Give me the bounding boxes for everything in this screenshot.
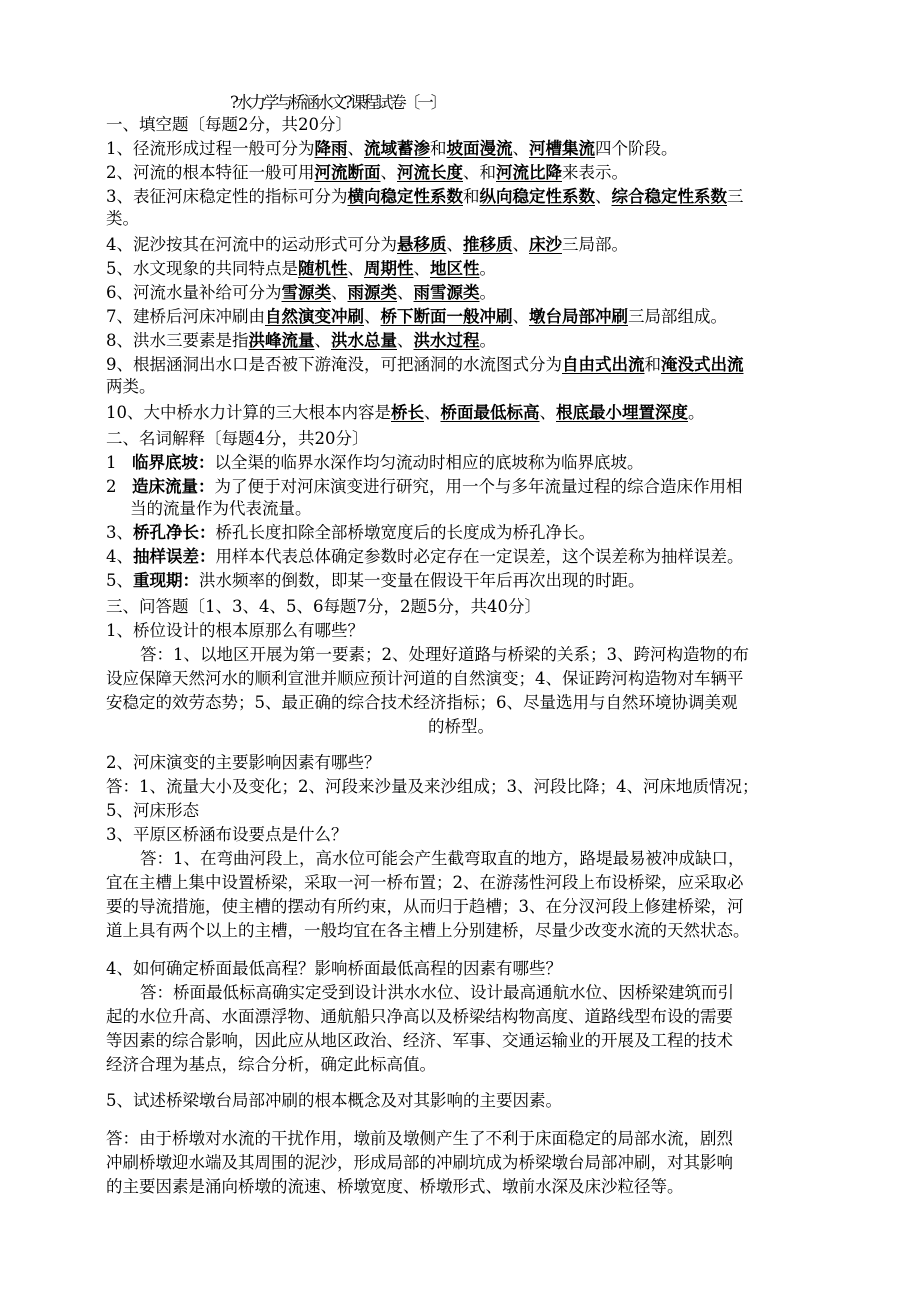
fill-question-5: 5、水文现象的共同特点是随机性、周期性、地区性。 [106, 259, 496, 278]
section1-heading: 一、填空题〔每题2分，共20分〕 [106, 115, 352, 134]
page-title: ?水力学与桥涵水文?课程试卷〔一〕 [230, 93, 445, 112]
question-4: 4、如何确定桥面最低高程？影响桥面最低高程的因素有哪些？ [106, 959, 562, 978]
section3-heading: 三、问答题〔1、3、4、5、6每题7分，2题5分，共40分〕 [106, 597, 541, 616]
definition-3: 3、桥孔净长：桥孔长度扣除全部桥墩宽度后的长度成为桥孔净长。 [106, 523, 595, 542]
fill-question-3: 3、表征河床稳定性的指标可分为横向稳定性系数和纵向稳定性系数、综合稳定性系数三 [106, 187, 744, 206]
answer-1-line-2: 设应保障天然河水的顺利宣泄并顺应预计河道的自然演变；4、保证跨河构造物对车辆平 [106, 669, 744, 688]
answer-5-line-1: 答：由于桥墩对水流的干扰作用，墩前及墩侧产生了不利于床面稳定的局部水流，剧烈 [106, 1129, 733, 1148]
section2-heading: 二、名词解释〔每题4分，共20分〕 [106, 429, 369, 448]
definition-2-cont: 当的流量作为代表流量。 [130, 499, 312, 518]
question-5: 5、试述桥梁墩台局部冲刷的根本概念及对其影响的主要因素。 [106, 1091, 562, 1110]
answer-4-line-4: 经济合理为基点，综合分析，确定此标高值。 [106, 1055, 436, 1074]
fill-question-6: 6、河流水量补给可分为雪源类、雨源类、雨雪源类。 [106, 283, 496, 302]
answer-4-line-1: 答：桥面最低标高确实定受到设计洪水水位、设计最高通航水位、因桥梁建筑而引 [140, 983, 734, 1002]
answer-1-line-4: 的桥型。 [428, 717, 494, 736]
fill-question-8: 8、洪水三要素是指洪峰流量、洪水总量、洪水过程。 [106, 331, 496, 350]
definition-2: 2 造床流量：为了便于对河床演变进行研究，用一个与多年流量过程的综合造床作用相 [106, 477, 743, 496]
definition-1: 1 临界底坡：以全渠的临界水深作均匀流动时相应的底坡称为临界底坡。 [106, 453, 644, 472]
answer-2-line-1: 答：1、流量大小及变化；2、河段来沙量及来沙组成；3、河段比降；4、河床地质情况； [106, 777, 759, 796]
fill-question-2: 2、河流的根本特征一般可用河流断面、河流长度、和河流比降来表示。 [106, 163, 628, 182]
answer-1-line-1: 答：1、以地区开展为第一要素；2、处理好道路与桥梁的关系；3、跨河构造物的布 [140, 645, 749, 664]
definition-5: 5、重现期：洪水频率的倒数，即某一变量在假设干年后再次出现的时距。 [106, 571, 645, 590]
answer-4-line-2: 起的水位升高、水面漂浮物、通航船只净高以及桥梁结构物高度、道路线型布设的需要 [106, 1007, 733, 1026]
fill-question-4: 4、泥沙按其在河流中的运动形式可分为悬移质、推移质、床沙三局部。 [106, 235, 628, 254]
answer-1-line-3: 安稳定的效劳态势；5、最正确的综合技术经济指标；6、尽量选用与自然环境协调美观 [106, 693, 738, 712]
answer-3-line-2: 宜在主槽上集中设置桥梁，采取一河一桥布置；2、在游荡性河段上布设桥梁，应采取必 [106, 873, 744, 892]
fill-question-9: 9、根据涵洞出水口是否被下游淹没，可把涵洞的水流图式分为自由式出流和淹没式出流 [106, 355, 744, 374]
fill-question-3-cont: 类。 [106, 209, 139, 228]
fill-question-10: 10、大中桥水力计算的三大根本内容是桥长、桥面最低标高、根底最小埋置深度。 [106, 403, 705, 422]
answer-3-line-4: 道上具有两个以上的主槽，一般均宜在各主槽上分别建桥，尽量少改变水流的天然状态。 [106, 921, 750, 940]
question-3: 3、平原区桥涵布设要点是什么？ [106, 825, 348, 844]
answer-2-line-2: 5、河床形态 [106, 801, 199, 820]
fill-question-7: 7、建桥后河床冲刷由自然演变冲刷、桥下断面一般冲刷、墩台局部冲刷三局部组成。 [106, 307, 727, 326]
question-1: 1、桥位设计的根本原那么有哪些？ [106, 621, 364, 640]
answer-4-line-3: 等因素的综合影响，因此应从地区政治、经济、军事、交通运输业的开展及工程的技术 [106, 1031, 733, 1050]
definition-4: 4、抽样误差：用样本代表总体确定参数时必定存在一定误差，这个误差称为抽样误差。 [106, 547, 744, 566]
fill-question-1: 1、径流形成过程一般可分为降雨、流域蓄渗和坡面漫流、河槽集流四个阶段。 [106, 139, 678, 158]
fill-question-9-cont: 两类。 [106, 377, 156, 396]
answer-3-line-3: 要的导流措施，使主槽的摆动有所约束，从而归于趋槽；3、在分汊河段上修建桥梁，河 [106, 897, 744, 916]
answer-5-line-2: 冲刷桥墩迎水端及其周围的泥沙，形成局部的冲刷坑成为桥梁墩台局部冲刷，对其影响 [106, 1153, 733, 1172]
answer-3-line-1: 答：1、在弯曲河段上，高水位可能会产生截弯取直的地方，路堤最易被冲成缺口， [140, 849, 745, 868]
answer-5-line-3: 的主要因素是涌向桥墩的流速、桥墩宽度、桥墩形式、墩前水深及床沙粒径等。 [106, 1177, 684, 1196]
question-2: 2、河床演变的主要影响因素有哪些？ [106, 753, 381, 772]
